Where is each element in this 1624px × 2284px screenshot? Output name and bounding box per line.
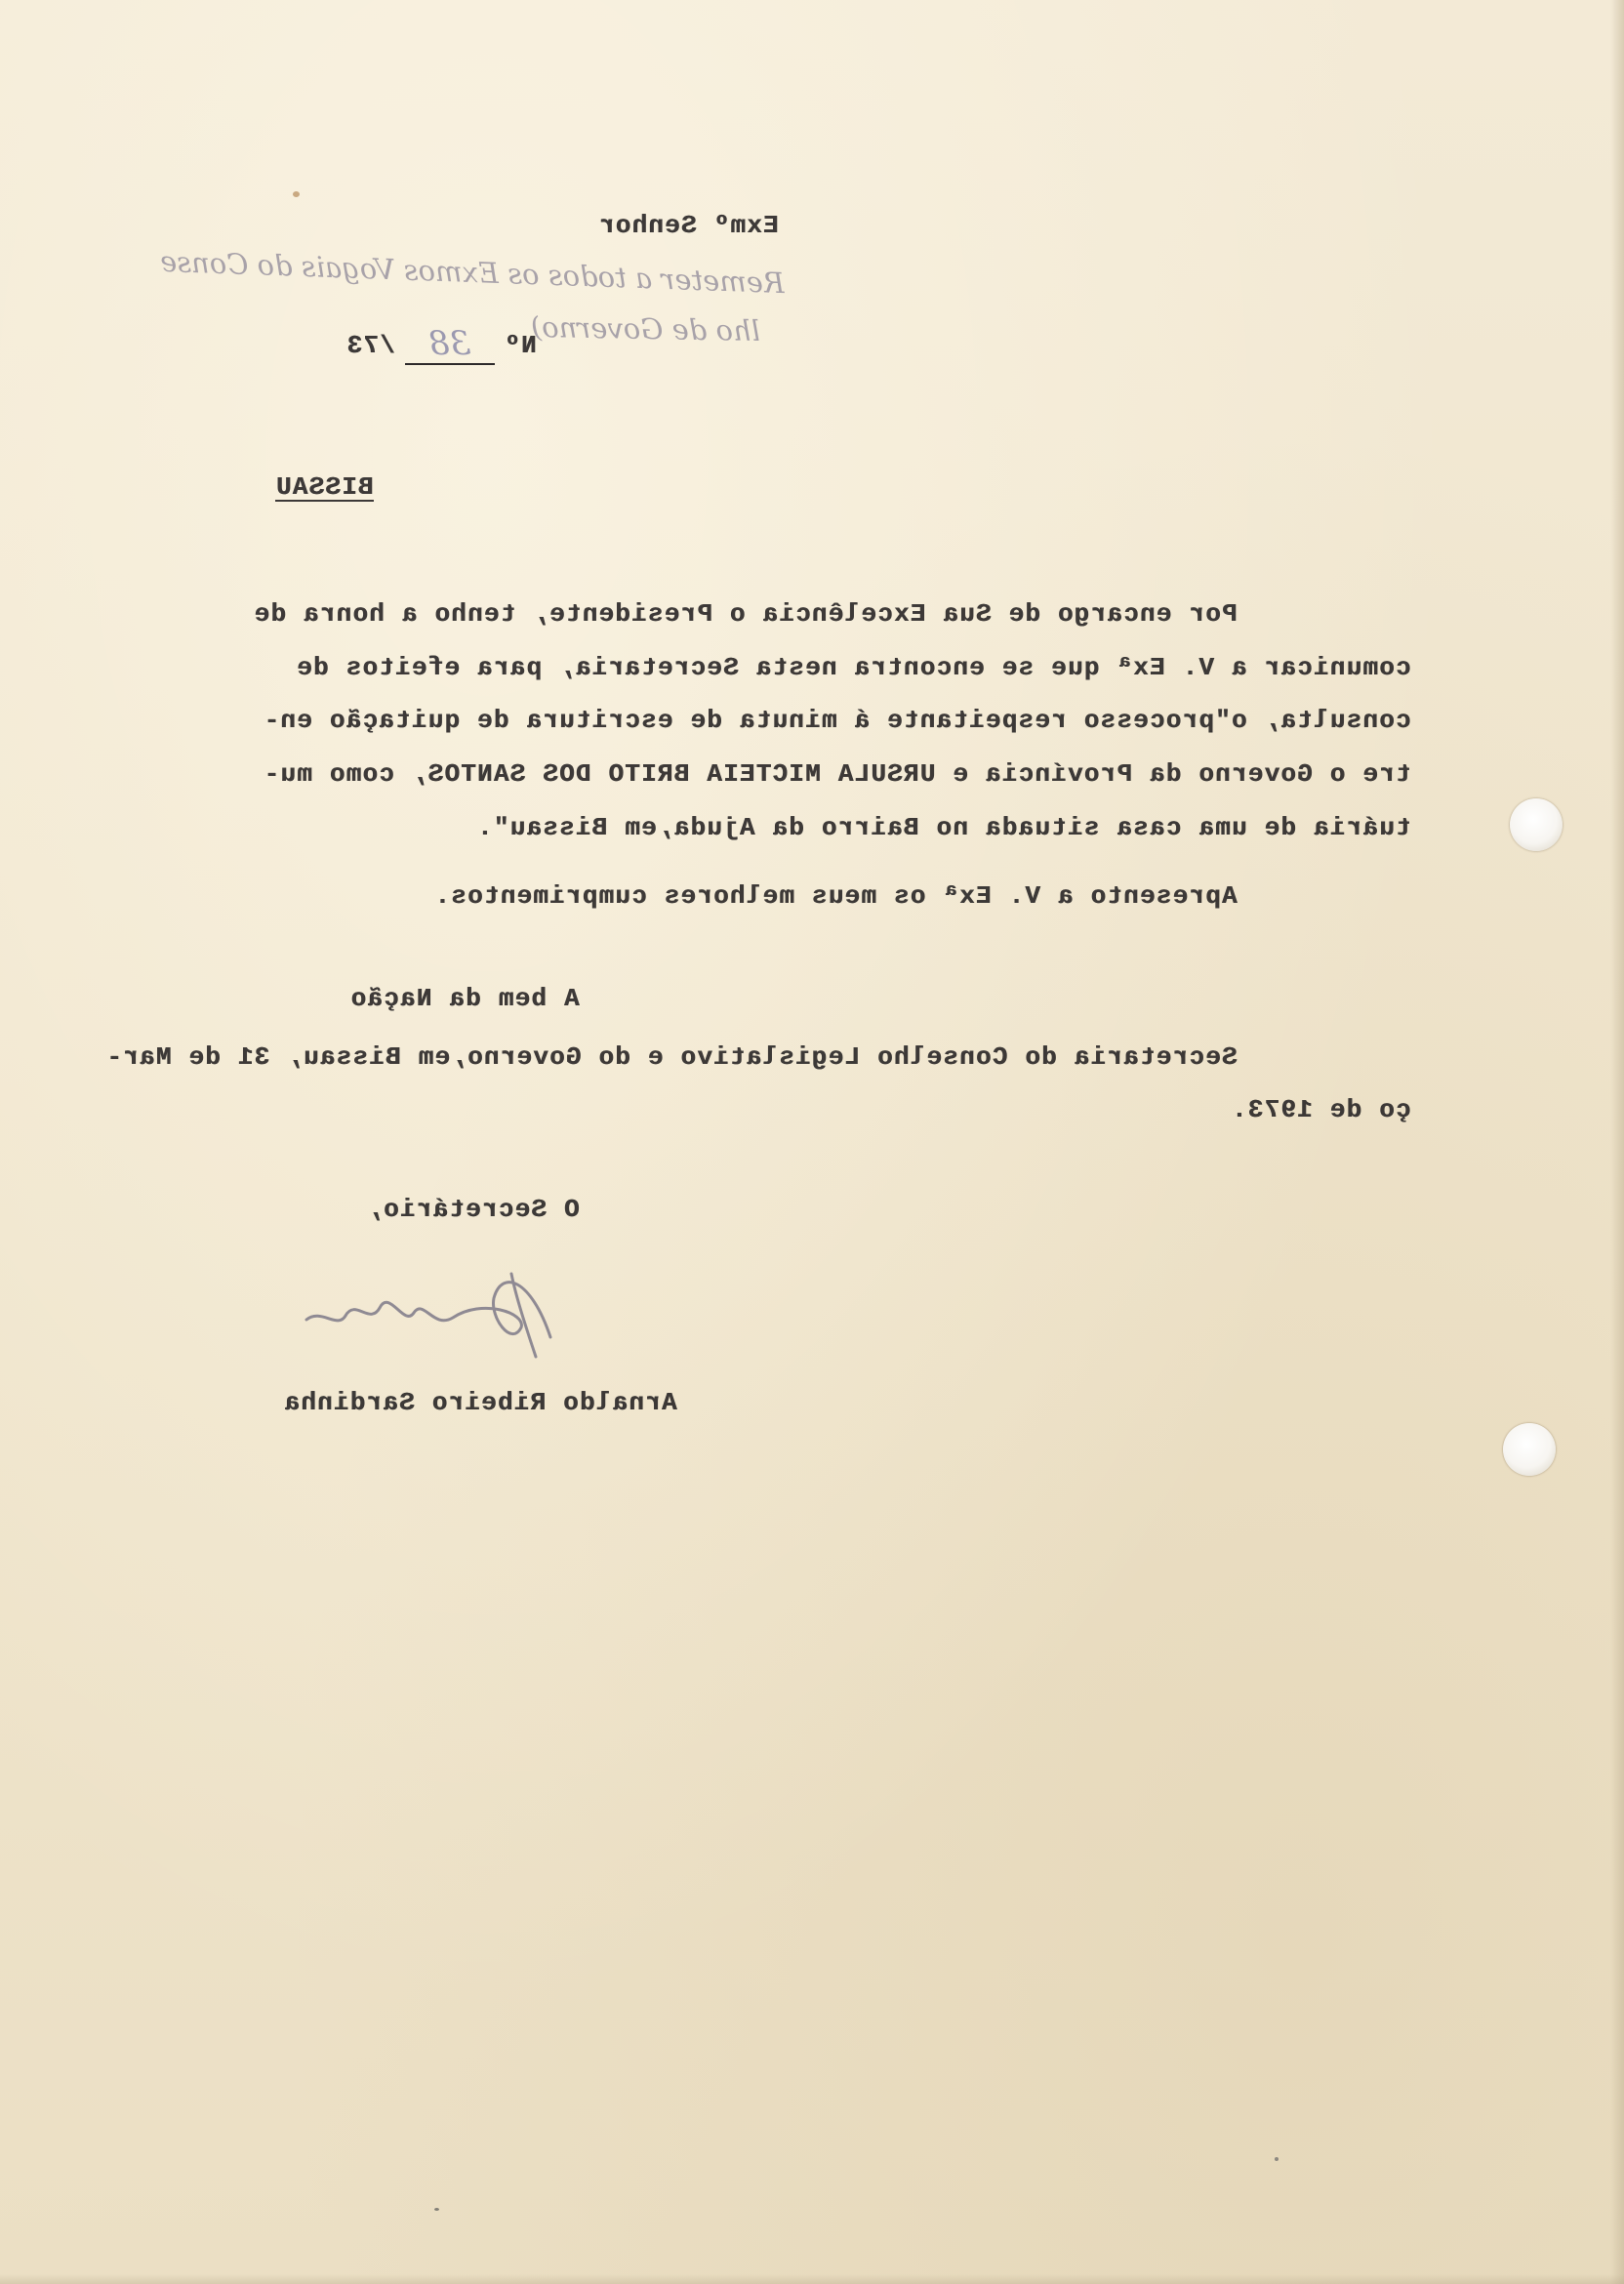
paper-edge-shadow (1610, 0, 1624, 2284)
body-line-1: Por encargo de Sua Excelência o Presidente, tenho a honra de (253, 599, 1238, 629)
paper-speck (293, 191, 300, 197)
city-heading: BISSAU (275, 472, 374, 502)
reference-handwritten-number: 38 (428, 324, 471, 363)
handwritten-note-line-2: lho de Governo) (530, 309, 761, 348)
signatory-name: Arnaldo Ribeiro Sardinha (283, 1388, 677, 1417)
sign-title: O Secretário, (366, 1195, 580, 1224)
place-date-line-2: ço de 1973. (1231, 1095, 1411, 1124)
paper-speck (434, 2208, 439, 2211)
body-line-4: tre o Governo da Província e URSULA MICTEIA BRITO DOS SANTOS, como mu- (263, 759, 1411, 789)
handwritten-note-line-1: Remeter a todos os Exmos Vogais do Conse (159, 244, 786, 301)
reference-label: Nº (504, 331, 537, 360)
motto: A bem da Nação (349, 984, 580, 1013)
reference-number (346, 322, 537, 363)
reference-year: /73 (345, 331, 396, 360)
body-line-5: tuária de uma casa situada no Bairro da Ajuda,em Bissau". (476, 813, 1411, 842)
body-line-3: consulta, o"processo respeitante á minuta de escritura de quitação en- (263, 706, 1411, 735)
handwritten-signature (287, 1259, 570, 1366)
punch-hole-lower (1503, 1423, 1556, 1476)
paper-bottom-edge (0, 2274, 1624, 2284)
body-line-2: comunicar a V. Exª que se encontra nesta Secretaria, para efeitos de (296, 653, 1411, 682)
reference-blank (405, 324, 495, 365)
place-date-line-1: Secretaria do Conselho Legislativo e do Governo,em Bissau, 31 de Mar- (105, 1042, 1238, 1072)
punch-hole-upper (1510, 798, 1563, 851)
compliments: Apresento a V. Exª os meus melhores cumprimentos. (433, 881, 1238, 911)
salutation: Exmº Senhor (598, 211, 779, 240)
paper-speck (1275, 2157, 1279, 2161)
